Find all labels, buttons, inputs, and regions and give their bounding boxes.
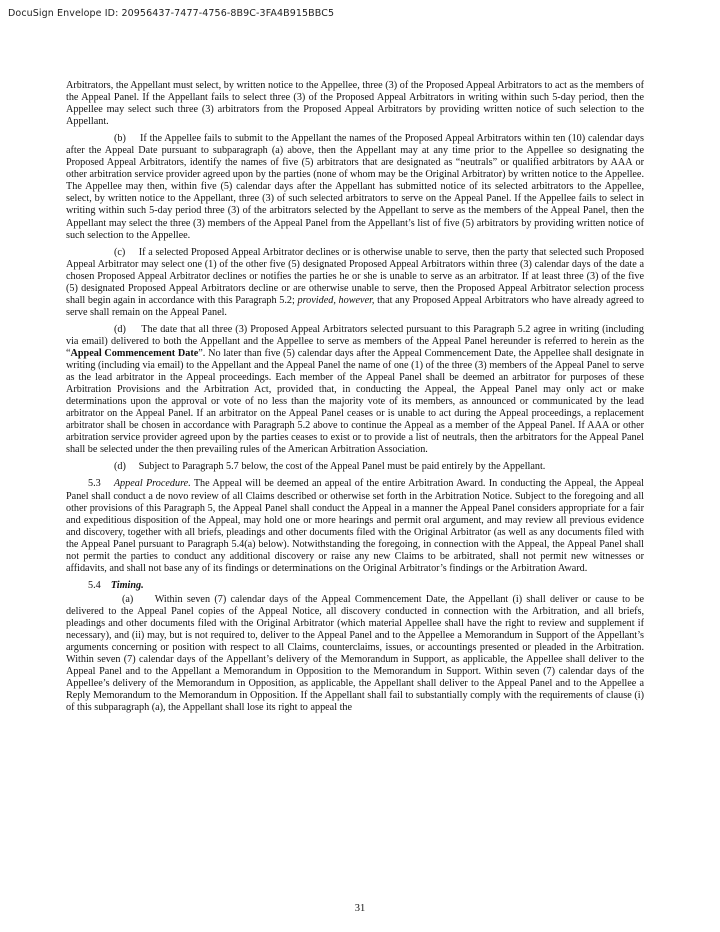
paragraph-d-text-1: (d) The date that all three (3) Proposed Appeal Arbitrators selected pursuant to this Paragraph 5.2 agree in writing (including via email) delivered to both the Appellant and the Appellee to serve as members of the Appeal Panel hereunder is referred to herein as the “ xyxy=(66,323,644,359)
section-5-3-appeal-procedure xyxy=(66,478,644,574)
paragraph-c-text-1: (c) If a selected Proposed Appeal Arbitrator declines or is otherwise unable to serve, then the party that selected such Proposed Appeal Arbitrator may select one (1) of the other five (5) designated Proposed Appeal Arbitrators within three (3) calendar days of the date a chosen Proposed Appeal Arbitrator declines or notifies the parties he or she is unable to serve as an arbitrator. If at least three (3) of the five (5) designated Proposed Appeal Arbitrators decline or are otherwise unable to serve, then the Proposed Appeal Arbitrator selection process shall begin again in accordance with this Paragraph 5.2; xyxy=(66,246,644,306)
section-5-4-heading: Timing. xyxy=(110,579,144,591)
paragraph-d-cost: (d) Subject to Paragraph 5.7 below, the cost of the Appeal Panel must be paid entirely by the Appellant. xyxy=(114,461,546,473)
section-5-3-body: The Appeal will be deemed an appeal of the entire Arbitration Award. In conducting the Appeal, the Appeal Panel shall conduct a de novo review of all Claims described or otherwise set forth in the Arbitration Notice. Subject to the foregoing and all other provisions of this Paragraph 5, the Appeal Panel shall conduct the Appeal in a manner the Appeal Panel considers appropriate for a fair and expeditious disposition of the Appeal, may hold one or more hearings and permit oral argument, and may review all previous evidence and discovery, together with all briefs, pleadings and other documents filed with the Original Arbitrator (as well as any documents filed with the Appeal Panel pursuant to Paragraph 5.4(a) below). Notwithstanding the foregoing, in connection with the Appeal, the Appeal Panel shall not permit the parties to conduct any additional discovery or raise any new Claims to be arbitrated, shall not permit new witnesses or affidavits, and shall not base any of its findings or determinations on the Original Arbitrator’s findings or the Arbitration Award. xyxy=(66,478,644,574)
docusign-envelope-id: DocuSign Envelope ID: 20956437-7477-4756-8B9C-3FA4B915BBC5 xyxy=(8,8,335,19)
section-5-4-a: (a) Within seven (7) calendar days of the Appeal Commencement Date, the Appellant (i) shall deliver or cause to be delivered to the Appeal Panel copies of the Appeal Notice, all discovery conducted in connection with the Arbitration, and all briefs, pleadings and other documents filed with the Original Arbitrator (which material Appellee shall have the right to review and supplement if necessary), and (ii) may, but is not required to, deliver to the Appeal Panel and to the Appellee a Memorandum in Support of the Appellant’s arguments concerning or position with respect to all Claims, counterclaims, issues, or accountings presented or pleaded in the Arbitration. Within seven (7) calendar days of the Appellant’s delivery of the Memorandum in Support, as applicable, the Appellee shall deliver to the Appeal Panel and to the Appellant a Memorandum in Opposition to the Memorandum in Support. Within seven (7) calendar days of the Appellee’s delivery of the Memorandum in Opposition, as applicable, the Appellant shall deliver to the Appeal Panel and to the Appellee a Reply Memorandum to the Memorandum in Opposition. If the Appellant shall fail to substantially comply with the requirements of clause (i) of this subparagraph (a), the Appellant shall lose its right to appeal the xyxy=(66,593,644,714)
paragraph-d-text-2: ”. No later than five (5) calendar days after the Appeal Commencement Date, the Appellee shall designate in writing (including via email) to the Appellant and the Appeal Panel the name of one (1) of the three (3) members of the Appeal Panel to serve as the lead arbitrator in the Appeal proceedings. Each member of the Appeal Panel shall be deemed an arbitrator for purposes of these Arbitration Provisions and the Arbitration Act, provided that, in conducting the Appeal, the Appeal Panel may only act or make determinations upon the approval or vote of no less than the majority vote of its members, as announced or communicated by the lead arbitrator on the Appeal Panel. If an arbitrator on the Appeal Panel ceases or is unable to act during the Appeal proceedings, a replacement arbitrator shall be chosen in accordance with Paragraph 5.2 above to continue the Appeal as a member of the Appeal Panel. If AAA or other arbitration service provider agreed upon by the parties ceases to exist or to provide a list of neutrals, then the arbitrators for the Appeal Panel shall be selected under the then prevailing rules of the American Arbitration Association. xyxy=(66,347,644,456)
paragraph-c-text-2: that any Proposed Appeal Arbitrators who have already agreed to serve shall remain on the Appeal Panel. xyxy=(66,294,645,318)
document-page-body xyxy=(66,80,644,719)
paragraph-intro: Arbitrators, the Appellant must select, by written notice to the Appellee, three (3) of the Proposed Appeal Arbitrators to act as the members of the Appeal Panel. If the Appellant fails to select three (3) of the Proposed Appeal Arbitrators in writing within such 5-day period, then the Appellee may select such three (3) arbitrators from the Proposed Appeal Arbitrators by providing written notice of such selection to the Appellant. xyxy=(66,80,644,128)
paragraph-c xyxy=(66,247,644,319)
section-5-3-heading: Appeal Procedure. xyxy=(113,478,191,490)
defined-term-appeal-commencement-date: Appeal Commencement Date xyxy=(70,347,199,359)
paragraph-b: (b) If the Appellee fails to submit to the Appellant the names of the Proposed Appeal Arbitrators within ten (10) calendar days after the Appeal Date pursuant to subparagraph (a) above, then the Appellant may at any time prior to the Appellee so designating the Proposed Appeal Arbitrators, identify the names of five (5) arbitrators that are designated as “neutrals” or qualified arbitrators by AAA or other arbitration service provider agreed upon by the parties (none of whom may be the Original Arbitrator) by written notice to the Appellee. The Appellee may then, within five (5) calendar days after the Appellant has submitted notice of its selected arbitrators to the Appellee, select, by written notice to the Appellant, three (3) of such selected arbitrators to serve on the Appeal Panel. If the Appellee fails to select in writing within such 5-day period three (3) of the arbitrators selected by the Appellant to serve as the members of the Appeal Panel, then the Appellant may select the three (3) members of the Appeal Panel from the Appellant’s list of five (5) arbitrators by providing written notice of such selection to the Appellee. xyxy=(66,133,644,241)
section-5-4-number: 5.4 xyxy=(88,579,111,591)
paragraph-d-commencement xyxy=(66,324,644,457)
section-5-3-number: 5.3 xyxy=(88,478,114,490)
paragraph-c-proviso: provided, however, xyxy=(297,294,375,306)
page-number: 31 xyxy=(354,903,366,914)
section-5-4-timing-heading xyxy=(66,580,644,592)
